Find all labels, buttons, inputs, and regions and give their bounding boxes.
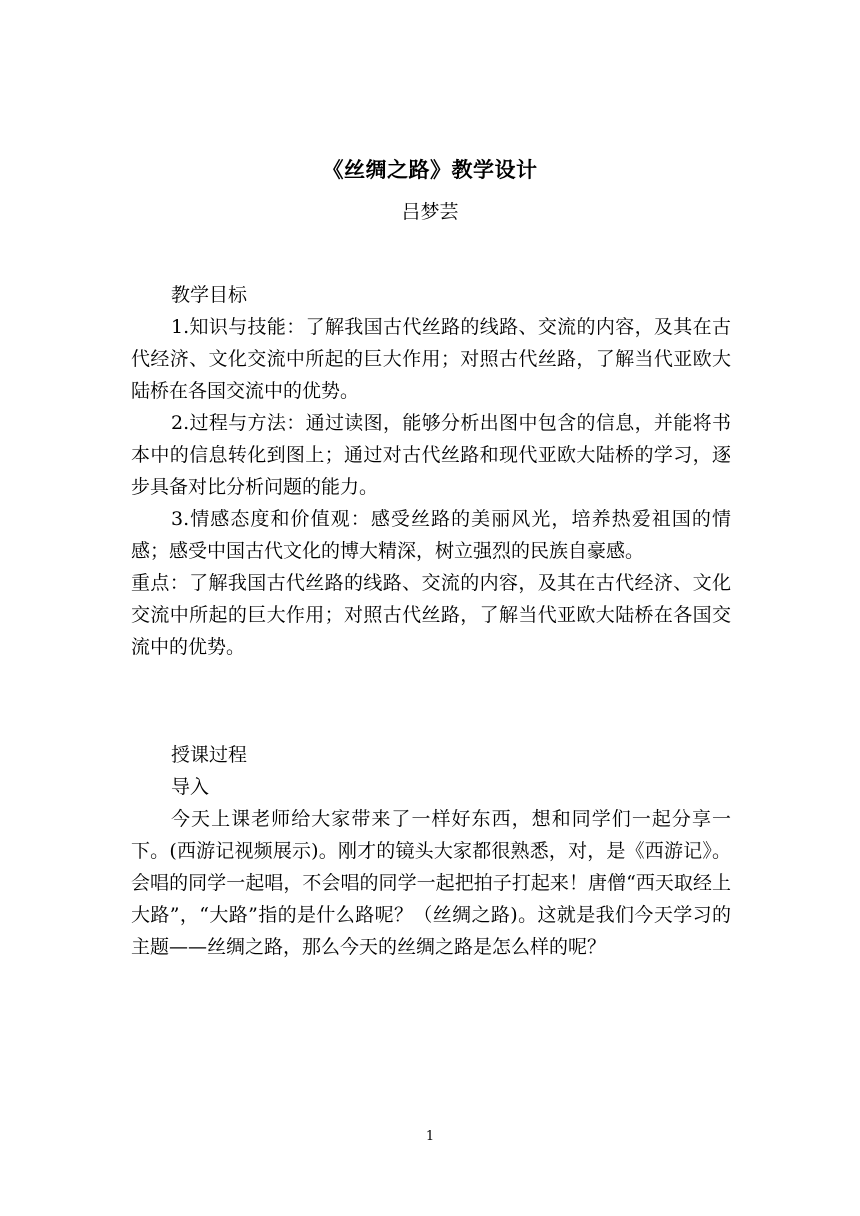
section-spacer: [131, 707, 731, 739]
intro-paragraph: 今天上课老师给大家带来了一样好东西，想和同学们一起分享一下。(西游记视频展示)。刚才的镜头大家都很熟悉，对，是《西游记》。会唱的同学一起唱，不会唱的同学一起把拍子打起来！唐僧“西天取经上大路”，“大路”指的是什么路呢？（丝绸之路)。这就是我们今天学习的主题——丝绸之路，那么今天的丝绸之路是怎么样的呢？: [131, 808, 731, 958]
objectives-heading: 教学目标: [171, 284, 248, 306]
intro-heading: 导入: [171, 776, 210, 798]
key-point: 重点：了解我国古代丝路的线路、交流的内容，及其在古代经济、文化交流中所起的巨大作用；对照古代丝路，了解当代亚欧大陆桥在各国交流中的优势。: [131, 572, 731, 658]
document-body: [131, 279, 731, 963]
document-title: 《丝绸之路》教学设计: [322, 157, 538, 182]
objective-item-emotion: 3.情感态度和价值观：感受丝路的美丽风光，培养热爱祖国的情感；感受中国古代文化的博大精深，树立强烈的民族自豪感。: [131, 508, 731, 562]
objective-item-process: 2.过程与方法：通过读图，能够分析出图中包含的信息，并能将书本中的信息转化到图上；通过对古代丝路和现代亚欧大陆桥的学习，逐步具备对比分析问题的能力。: [131, 412, 731, 498]
page-number: 1: [425, 1129, 435, 1144]
process-heading: 授课过程: [171, 744, 248, 766]
author-name: 吕梦芸: [401, 201, 459, 223]
section-spacer: [131, 663, 731, 707]
objective-item-knowledge: 1.知识与技能：了解我国古代丝路的线路、交流的内容，及其在古代经济、文化交流中所起的巨大作用；对照古代丝路，了解当代亚欧大陆桥在各国交流中的优势。: [131, 316, 731, 402]
